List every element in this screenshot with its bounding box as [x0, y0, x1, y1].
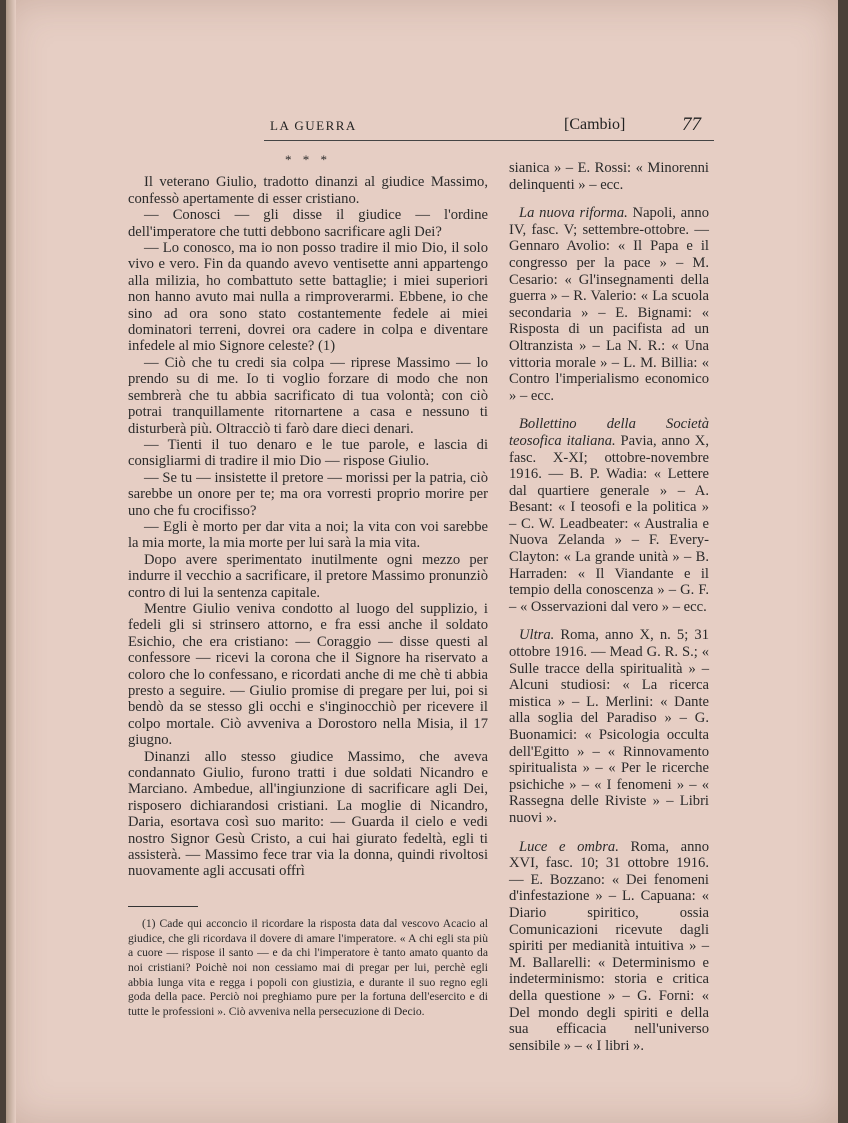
paragraph: — Se tu — insistette il pretore — morissi per la patria, ciò sarebbe un onore per te; ma ora vorresti proprio morire per uno che fu crocifisso?	[128, 469, 488, 519]
entry-text: sianica » – E. Rossi: « Minorenni delinquenti » – ecc.	[509, 160, 709, 193]
paragraph: Il veterano Giulio, tradotto dinanzi al giudice Massimo, confessò apertamente di esser cristiano.	[128, 174, 488, 207]
review-entry	[509, 416, 709, 615]
paragraph: — Conosci — gli disse il giudice — l'ordine dell'imperatore che tutti debbono sacrificare agli Dei?	[128, 207, 488, 240]
paragraph: — Tienti il tuo denaro e le tue parole, e lascia di consigliarmi di tradire il mio Dio — rispose Giulio.	[128, 436, 488, 470]
entry-text: Roma, anno XVI, fasc. 10; 31 ottobre 1916. — E. Bozzano: « Dei fenomeni d'infestazione » – L. Capuana: « Diario spiritico, ossia Comunicazioni ricevute dagli spiriti per medianità intuitiva » – M. Ballarelli: « Determinismo e indeterminismo: storia e critica della questione » – G. Forni: « Del mondo degli spiriti e della sua efficacia nell'universo sensibile » – « I libri ».	[509, 838, 709, 1054]
section-label: [Cambio]	[564, 116, 626, 133]
entry-title: Ultra.	[519, 627, 555, 644]
entry-text: Roma, anno X, n. 5; 31 ottobre 1916. — Mead G. R. S.; « Sulle tracce della spiritualità » – Alcuni studiosi: « La ricerca mistica » – L. Merlini: « Dante alla soglia del Paradiso » – G. Buonamici: « Psicologia occulta dell'Egitto » – « Rinnovamento spiritualista » – « Per le ricerche psichiche » – « I fenomeni » – « Rassegna delle Riviste » – Libri nuovi ».	[509, 627, 709, 826]
right-column	[509, 160, 709, 1066]
paragraph: — Ciò che tu credi sia colpa — riprese Massimo — lo prendo su di me. Io ti voglio forzare di modo che non sembrerà che tu abbia sacrificato di tua volontà; con ciò potrai tranquillamente ritornartene a casa e nessuno ti disturberà più. Oltracciò ti farò dare dieci denari.	[128, 354, 488, 437]
paragraph: Dopo avere sperimentato inutilmente ogni mezzo per indurre il vecchio a sacrificare, il pretore Massimo pronunziò contro di lui la sentenza capitale.	[128, 551, 488, 601]
review-entry	[509, 160, 709, 193]
paragraph: Mentre Giulio veniva condotto al luogo del supplizio, i fedeli gli si strinsero attorno, e fra essi anche il soldato Esichio, che era cristiano: — Coraggio — disse questi al confessore — ricevi la corona che il Signore ha riservato a coloro che lo confessano, e ricordati anche di me chè ti abbia presto a seguire. — Giulio promise di pregare per lui, poi si bendò da se stesso gli occhi e s'inginocchiò per ricevere il colpo mortale. Ciò avveniva a Dorostoro nella Misia, il 17 giugno.	[128, 600, 488, 749]
document-page	[6, 0, 838, 1123]
review-entry	[509, 205, 709, 404]
page-binding-edge	[6, 0, 16, 1123]
review-entry	[509, 839, 709, 1055]
footnote: (1) Cade qui acconcio il ricordare la risposta data dal vescovo Acacio al giudice, che gli ricordava il dovere di amare l'imperatore. « A chi egli sta più a cuore — rispose il santo — e da chi l'imperatore è tanto amato quanto da noi cristiani? Poichè noi non cessiamo mai di pregar per lui, perchè egli abbia lunga vita e regga i popoli con giustizia, e durante il suo regno egli goda della pace. Perciò noi preghiamo pure per la fortuna dell'esercito e di tutte le professioni ». Ciò avveniva nella persecuzione di Decio.	[128, 916, 488, 1019]
entry-text: Napoli, anno IV, fasc. V; settembre-ottobre. — Gennaro Avolio: « Il Papa e il congresso per la pace » – M. Cesario: « Gl'insegnamenti della guerra » – R. Valerio: « La scuola secondaria » – E. Bignami: « Risposta di un pacifista ad un Oltranzista » – La N. R.: « Una vittoria morale » – L. M. Billia: « Contro l'imperialismo economico » – ecc.	[509, 205, 709, 404]
entry-text: Pavia, anno X, fasc. X-XI; ottobre-novembre 1916. — B. P. Wadia: « Lettere dal quartiere generale » – A. Besant: « I teosofi e la politica » – C. W. Leadbeater: « Australia e Nuova Zelanda » – F. Every-Clayton: « La grande unità » – B. Harraden: « Il Viandante e il tempio della conoscenza » – G. F. – « Osservazioni dal vero » – ecc.	[509, 432, 709, 615]
footnote-rule	[128, 906, 198, 907]
review-entry	[509, 627, 709, 826]
left-column	[128, 152, 488, 1020]
paragraph: Dinanzi allo stesso giudice Massimo, che aveva condannato Giulio, furono tratti i due soldati Nicandro e Marciano. Ambedue, all'ingiunzione di sacrificare agli Dei, risposero dichiarandosi cristiani. La moglie di Nicandro, Daria, esortava così suo marito: — Guarda il cielo e vedi nostro Signor Gesù Cristo, a cui hai giurato fedeltà, egli ti assisterà. — Massimo fece trar via la donna, quindi rivoltosi nuovamente agli accusati offrì	[128, 748, 488, 880]
paragraph: — Lo conosco, ma io non posso tradire il mio Dio, il solo vivo e vero. Fin da quando avevo ventisette anni appartengo alla milizia, ho combattuto sette battaglie; i miei superiori non hanno avuto mai nulla a rimproverarmi. Ebbene, io che sino ad ora sono stato costantemente fedele ai miei dominatori terreni, dovrei ora cadere in colpa e diventare infedele al mio Signore celeste? (1)	[128, 240, 488, 355]
section-separator: * * *	[285, 152, 331, 167]
entry-title: Luce e ombra.	[519, 838, 619, 855]
page-number: 77	[682, 114, 701, 135]
entry-title: La nuova riforma.	[519, 205, 628, 222]
paragraph: — Egli è morto per dar vita a noi; la vita con voi sarebbe la mia morte, la mia morte per lui sarà la mia vita.	[128, 518, 488, 552]
journal-title: LA GUERRA	[270, 118, 357, 133]
entry-title: Bollettino della Società teosofica italiana.	[509, 416, 709, 449]
running-header	[264, 116, 714, 141]
